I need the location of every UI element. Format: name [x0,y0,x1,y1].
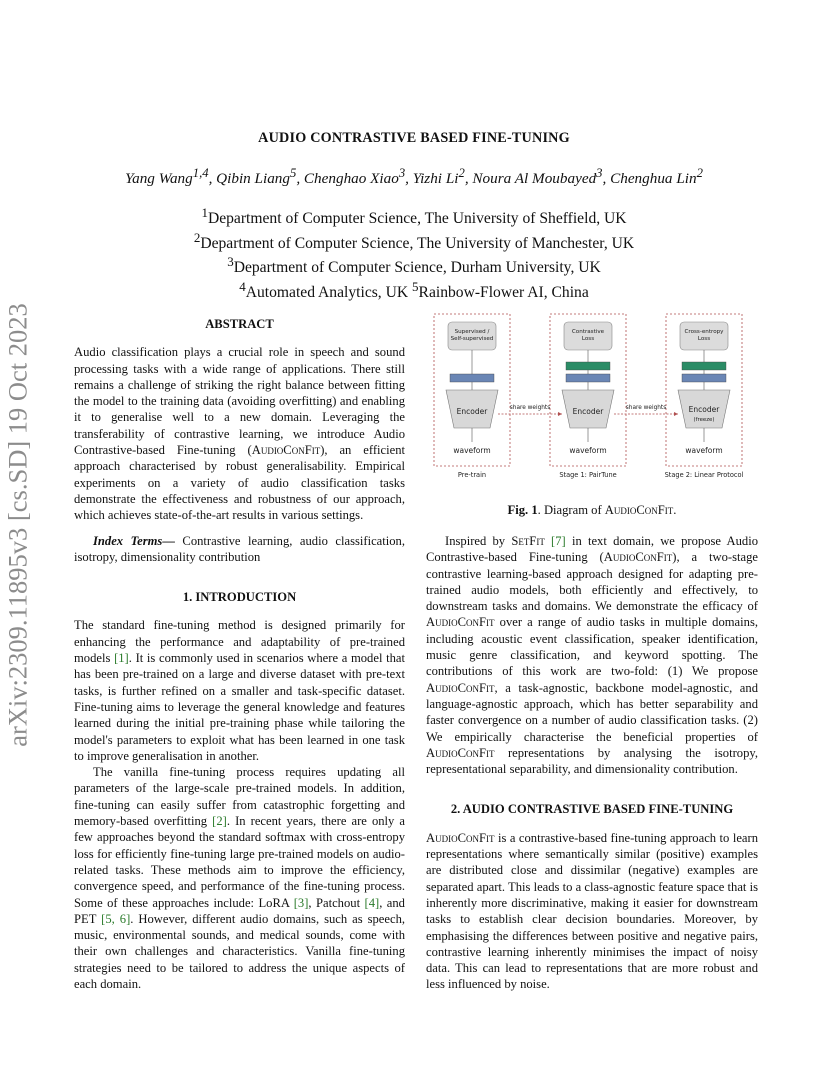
projection-bar [566,362,610,370]
encoder-note: (freeze) [693,417,715,423]
encoder-label: Encoder [688,405,720,414]
arxiv-stamp-text: arXiv:2309.11895v3 [cs.SD] 19 Oct 2023 [2,303,33,747]
arxiv-stamp [0,290,38,760]
left-column [74,316,405,992]
citation-link[interactable]: [3] [293,895,309,910]
panel-linear [665,314,744,479]
affiliation-line: $^4$Automated Analytics, UK $^5$Rainbow-Flower AI, China [239,279,589,302]
author: Yizhi Li$^2$ [412,166,465,188]
citation-link[interactable]: [4] [364,895,380,910]
panel-label: Stage 1: PairTune [559,471,617,479]
panel-label: Stage 2: Linear Protocol [664,471,744,479]
citation-link[interactable]: [2] [212,814,227,829]
right-column [426,533,758,993]
section-2-heading: 2. AUDIO CONTRASTIVE BASED FINE-TUNING [450,802,734,817]
panel-pretrain [434,314,510,479]
objective-label: Supervised / Self-supervised [450,329,494,342]
right-paragraph-2: AudioConFit is a contrastive-based fine-tuning approach to learn representations where semantically similar (positive) examples are distributed close and dissimilar (negative) examples are separated apart. This leads to a class-agnostic feature space that is inherently more discriminative, making it easier for downstream tasks to establish clear decision boundaries. Moreover, by emphasising the differences between positive and negative pairs, contrastive learning inherently minimises the impact of noisy data. This can lead to representations that are more robust and less influenced by noise. [426,830,758,992]
encoder-label: Encoder [456,407,488,416]
author: Noura Al Moubayed$^3$ [472,166,603,188]
citation-link[interactable]: [5, 6] [101,911,131,926]
embedding-bar [450,374,494,382]
encoder-label: Encoder [572,407,604,416]
author-list: Yang Wang$^{1,4}$, Qibin Liang$^5$, Chenghao Xiao$^3$, Yizhi Li$^2$, Noura Al Moubayed$^3$, Chenghua Lin$^2$ [125,166,703,188]
citation-link[interactable]: [1] [114,651,129,666]
author: Chenghao Xiao$^3$ [303,166,406,188]
affiliations [0,204,828,303]
intro-paragraph-2: The vanilla fine-tuning process requires updating all parameters of the large-scale pre-trained models. In addition, fine-tuning can easily suffer from catastrophic forgetting and memory-based overfitting [2]. In recent years, there are only a few approaches beyond the standard softmax with cross-entropy loss for efficiently fine-tuning large pre-trained models on audio-related tasks. These methods aim to improve the efficiency, convergence speed, and performance of the fine-tuning process. Some of these approaches include: LoRA [3], Patchout [4], and PET [5, 6]. However, different audio domains, such as speech, music, environmental sounds, and medical sounds, come with their own challenges and characteristics. Vanilla fine-tuning strategies need to be tailored to address the unique aspects of each domain. [74,765,406,991]
abstract-heading: ABSTRACT [205,317,274,331]
affiliation-line: $^1$Department of Computer Science, The University of Sheffield, UK [201,205,627,228]
embedding-bar [682,374,726,382]
figure-caption: Fig. 1. Diagram of AudioConFit. [507,503,677,517]
intro-paragraph-1: The standard fine-tuning method is designed primarily for enhancing the performance and adaptability of pre-trained models [1]. It is commonly used in scenarios where a model that has been pre-trained on a large and diverse dataset with pre-text tasks, is further refined on a smaller and task-specific dataset. Fine-tuning aims to leverage the general knowledge and features learned during the initial pre-training phase while tailoring the model's parameters to exploit what has been learned in one task to improve generalisation in another. [74,618,405,763]
svg-text:share weights: share weights [509,405,551,411]
panel-pairtune [550,314,626,479]
objective-label: Cross-entropy Loss [684,329,724,342]
index-terms: Index Terms— Contrastive learning, audio classification, isotropy, dimensionality contribution [74,533,405,564]
affiliation-line: $^2$Department of Computer Science, The University of Manchester, UK [193,229,635,252]
citation-link[interactable]: [7] [551,534,566,548]
classifier-bar [682,362,726,370]
svg-text:share weights: share weights [625,405,667,411]
affiliation-line: $^3$Department of Computer Science, Durham University, UK [227,254,601,277]
share-weights-arrow-1 [498,405,562,416]
embedding-bar [566,374,610,382]
panel-label: Pre-train [457,471,487,479]
author: Qibin Liang$^5$ [216,166,297,188]
objective-label: Contrastive Loss [571,329,605,342]
share-weights-arrow-2 [614,405,678,416]
input-label: waveform [569,446,607,455]
right-paragraph-1: Inspired by SetFit [7] in text domain, we propose Audio Contrastive-based Fine-tuning (AudioConFit), a two-stage contrastive learning-based approach designed for adapting pre-trained audio models, both efficiently and effectively, to downstream tasks and domains. We demonstrate the efficacy of AudioConFit over a range of audio tasks in multiple domains, including acoustic event classification, speaker identification, music genre classification, and keyword spotting. The contributions of this work are two-fold: (1) We propose AudioConFit, a task-agnostic, backbone model-agnostic, and language-agnostic approach, which has better separability and faster convergence on a number of audio classification tasks. (2) We empirically characterise the beneficial properties of AudioConFit representations by analysing the isotropy, representational separability, and dimensionality contribution. [426,534,759,777]
author: Yang Wang$^{1,4}$ [125,166,209,188]
input-label: waveform [453,446,491,455]
figure-diagram [426,310,758,485]
abstract-text: Audio classification plays a crucial role in speech and sound processing tasks with a wide range of applications. There still remains a challenge of striking the right balance between fitting the model to the training data (avoiding overfitting) and enabling it to generalise well to a new domain. Leveraging the transferability of contrastive learning, we introduce Audio Contrastive-based Fine-tuning (AudioConFit), an efficient approach characterised by robust generalisability. Empirical experiments on a variety of audio classification tasks demonstrate the effectiveness and robustness of our approach, which achieves state-of-the-art results in various settings. [74,345,405,523]
paper-title: AUDIO CONTRASTIVE BASED FINE-TUNING [258,130,570,146]
input-label: waveform [685,446,723,455]
author: Chenghua Lin$^2$ [610,166,703,188]
intro-heading: 1. INTRODUCTION [182,590,297,605]
